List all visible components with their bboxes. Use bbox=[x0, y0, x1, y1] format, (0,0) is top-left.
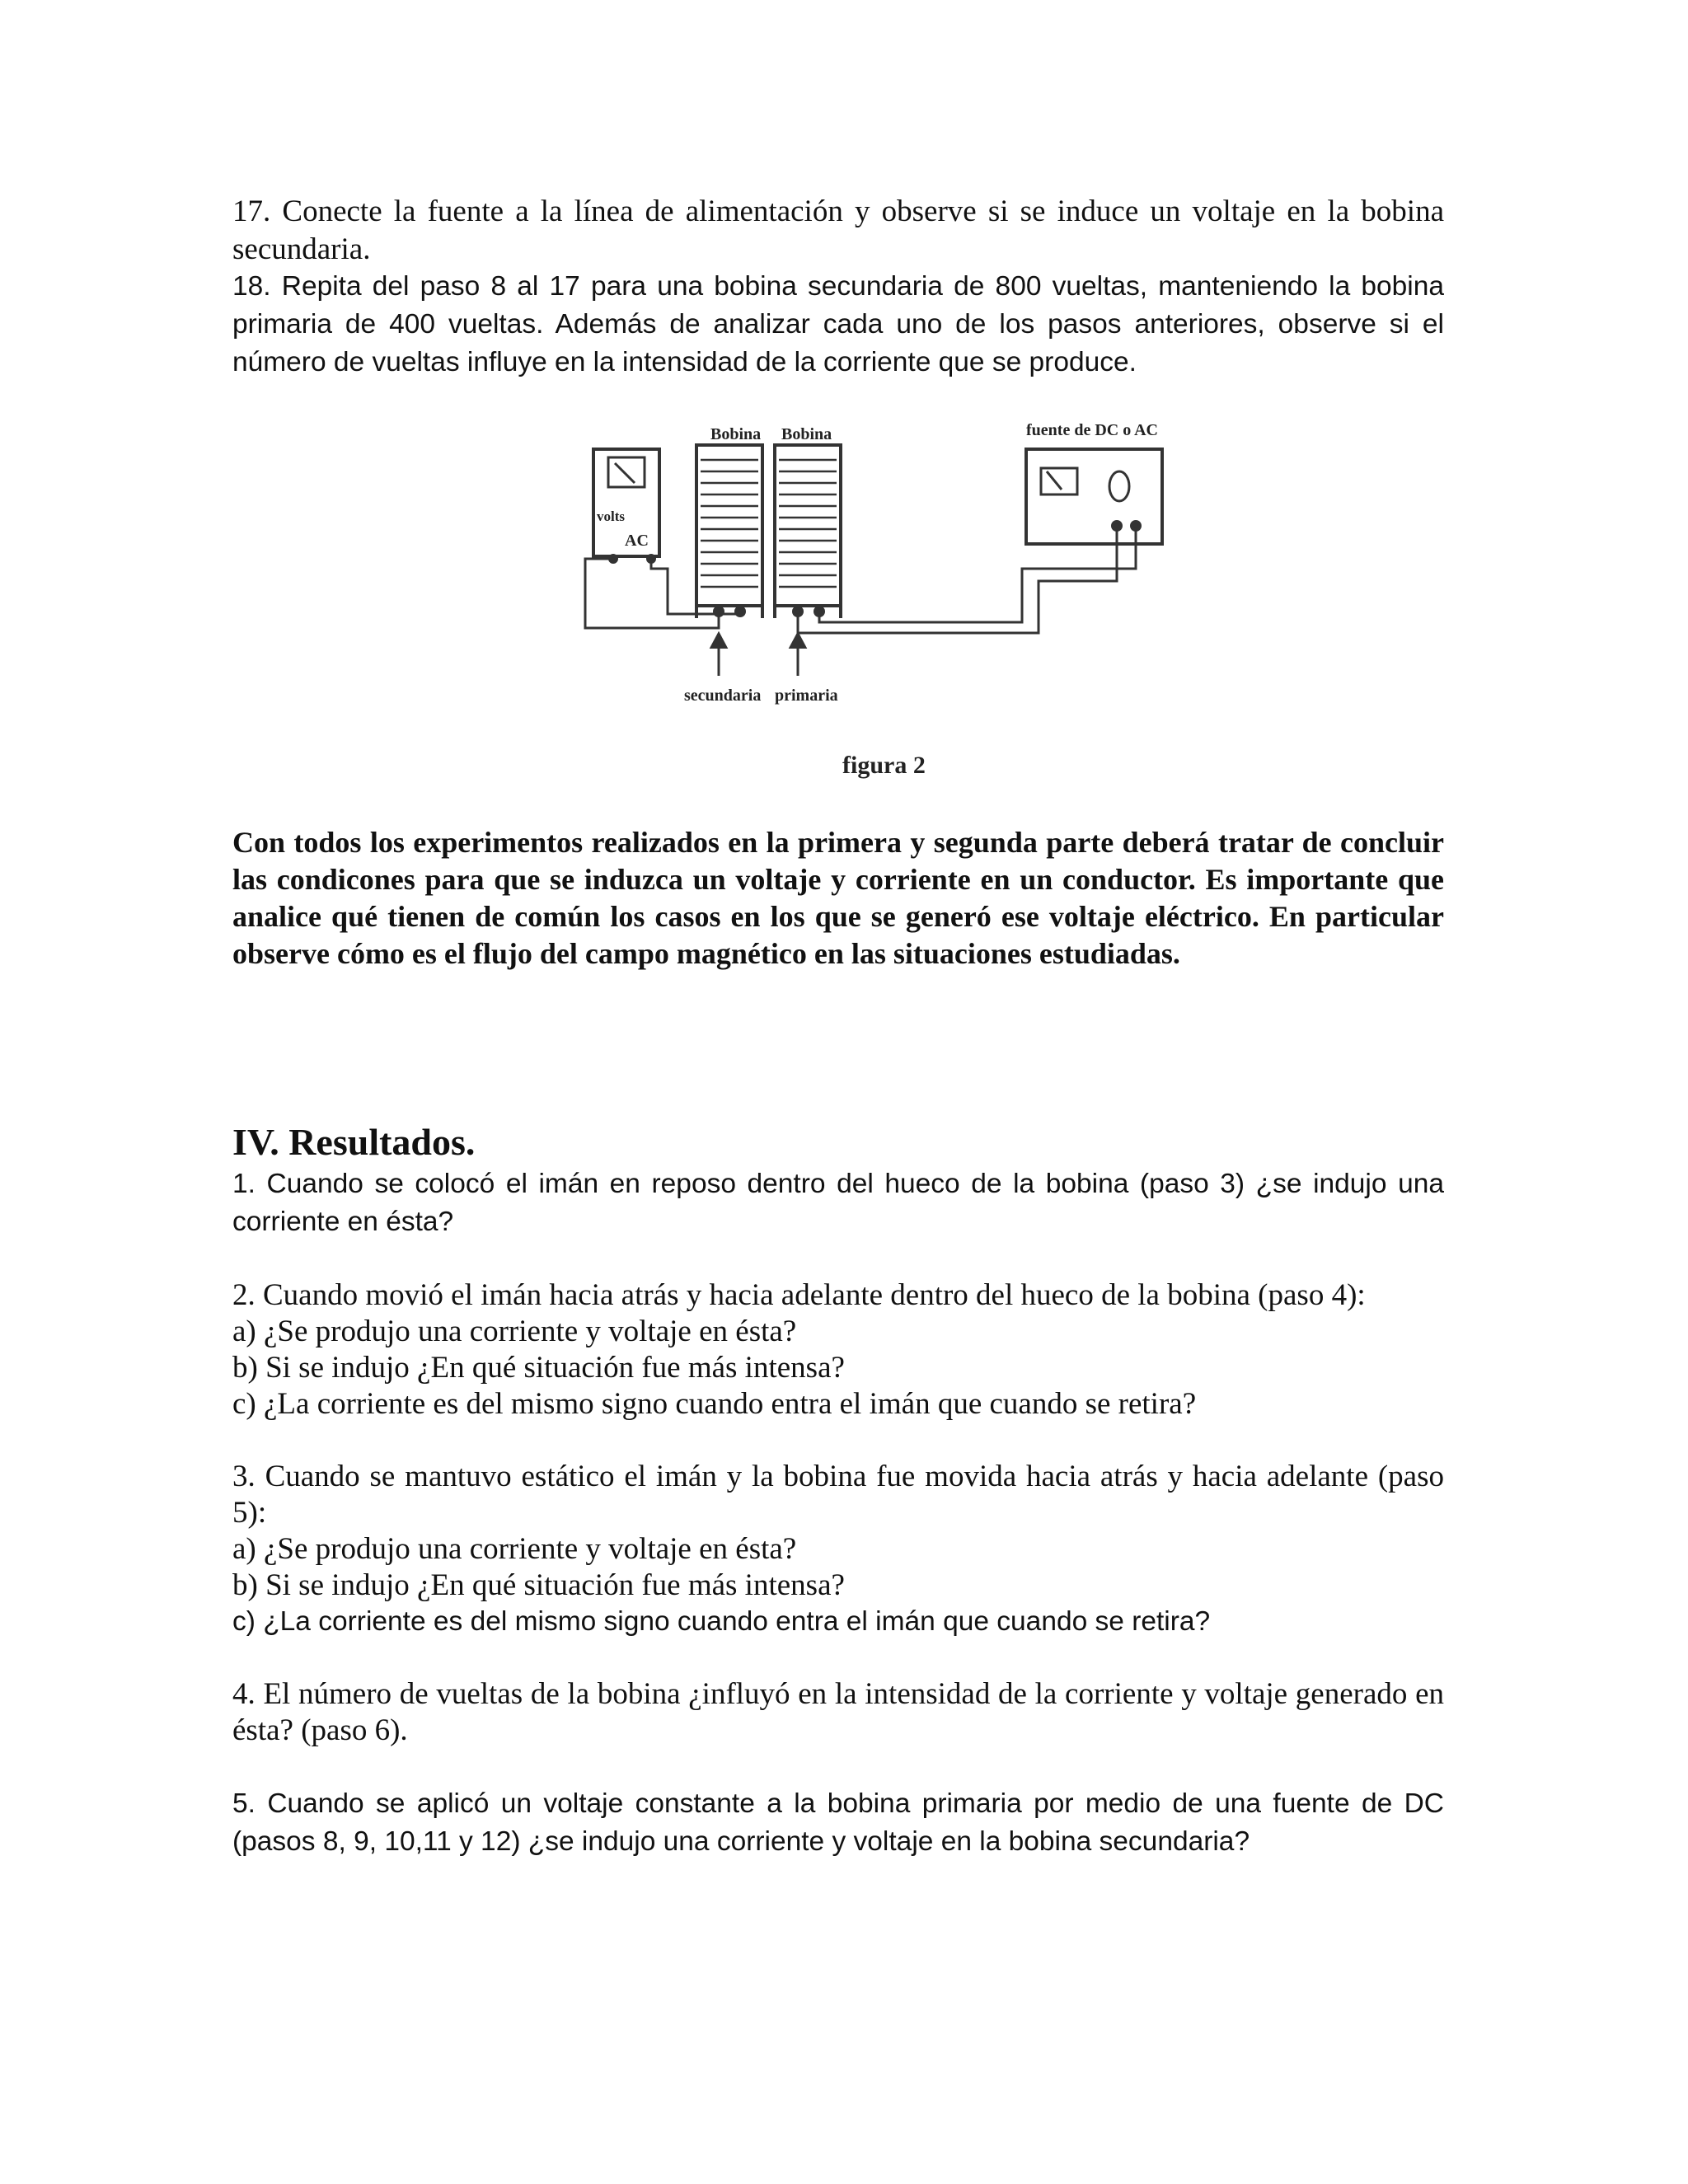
results-heading: IV. Resultados. bbox=[232, 1121, 476, 1163]
question-3: 3. Cuando se mantuvo estático el imán y la bobina fue movida hacia atrás y hacia adelante (paso 5): bbox=[232, 1460, 1444, 1530]
primary-coil bbox=[775, 445, 841, 606]
power-supply-body bbox=[1026, 449, 1162, 544]
question-3c: c) ¿La corriente es del mismo signo cuando entra el imán que cuando se retira? bbox=[232, 1606, 1211, 1637]
step-18-text: 18. Repita del paso 8 al 17 para una bobina secundaria de 800 vueltas, manteniendo la bobina primaria de 400 vueltas. Además de analizar cada uno de los pasos anteriores, observe si el número de vueltas influye en la intensidad de la corriente que se produce. bbox=[232, 271, 1444, 377]
label-secundaria: secundaria bbox=[684, 687, 762, 705]
figure-2-circuit-diagram bbox=[577, 412, 1203, 791]
step-17-text: 17. Conecte la fuente a la línea de alimentación y observe si se induce un voltaje en la bobina secundaria. bbox=[232, 194, 1444, 266]
label-bobina-primary: Bobina bbox=[781, 425, 832, 443]
figure-caption: figura 2 bbox=[842, 752, 926, 779]
label-power-supply: fuente de DC o AC bbox=[1026, 421, 1158, 439]
question-5: 5. Cuando se aplicó un voltaje constante a la bobina primaria por medio de una fuente de DC (pasos 8, 9, 10,11 y 12) ¿se indujo una corriente y voltaje en la bobina secundaria? bbox=[232, 1788, 1444, 1857]
label-volts: volts bbox=[597, 509, 625, 524]
question-2b: b) Si se indujo ¿En qué situación fue más intensa? bbox=[232, 1351, 845, 1385]
label-ac: AC bbox=[625, 532, 649, 550]
step-18 bbox=[232, 268, 1444, 382]
question-2a: a) ¿Se produjo una corriente y voltaje en ésta? bbox=[232, 1315, 797, 1348]
question-4: 4. El número de vueltas de la bobina ¿influyó en la intensidad de la corriente y voltaje generado en ésta? (paso 6). bbox=[232, 1677, 1444, 1747]
label-bobina-secondary: Bobina bbox=[710, 425, 762, 443]
question-3a: a) ¿Se produjo una corriente y voltaje en ésta? bbox=[232, 1532, 797, 1566]
step-17 bbox=[232, 193, 1444, 269]
conclusion-section bbox=[232, 824, 1444, 972]
question-2c: c) ¿La corriente es del mismo signo cuando entra el imán que cuando se retira? bbox=[232, 1387, 1197, 1421]
question-2: 2. Cuando movió el imán hacia atrás y hacia adelante dentro del hueco de la bobina (paso 4): bbox=[232, 1278, 1366, 1312]
voltmeter-dial bbox=[608, 457, 645, 487]
label-primaria: primaria bbox=[775, 687, 838, 705]
question-3b: b) Si se indujo ¿En qué situación fue más intensa? bbox=[232, 1568, 845, 1602]
secondary-coil bbox=[696, 445, 762, 606]
question-1: 1. Cuando se colocó el imán en reposo dentro del hueco de la bobina (paso 3) ¿se indujo una corriente en ésta? bbox=[232, 1169, 1444, 1237]
conclusion-text: Con todos los experimentos realizados en la primera y segunda parte deberá tratar de concluir las condicones para que se induzca un voltaje y corriente en un conductor. Es importante que analice qué tienen de común los casos en los que se generó ese voltaje eléctrico. En particular observe cómo es el flujo del campo magnético en las situaciones estudiadas. bbox=[232, 826, 1444, 970]
power-supply-knob bbox=[1109, 471, 1129, 501]
results-section bbox=[232, 1119, 1444, 1861]
